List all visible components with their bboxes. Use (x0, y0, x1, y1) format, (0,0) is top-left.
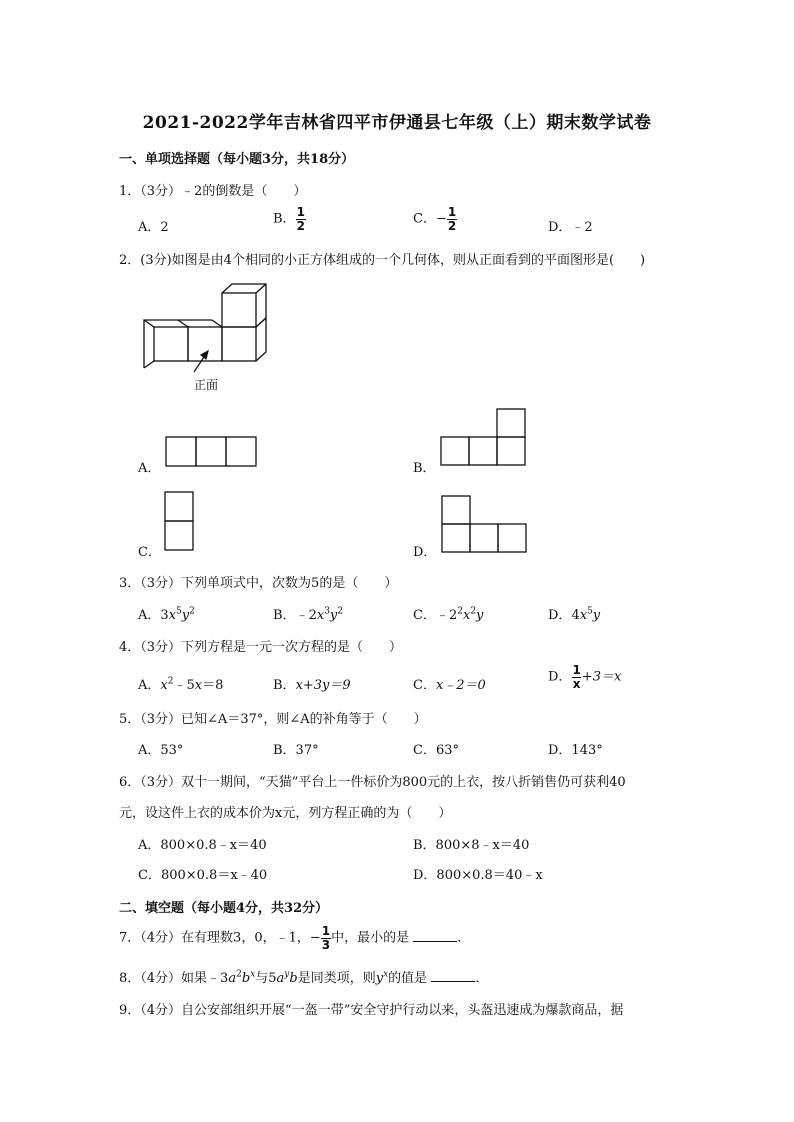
question-4-stem: 4．（3分）下列方程是一元一次方程的是（ ） (119, 640, 403, 655)
question-4-option-c: C．x﹣2＝0 (413, 678, 486, 693)
question-3-option-b: B．$﹣2x^3y^2$ (273, 606, 344, 623)
question-5-option-a: A．53° (138, 743, 184, 758)
section-heading-fill-blank: 二、填空题（每小题4分，共32分） (119, 901, 329, 916)
question-1-option-b: B． $\frac{1}{2}$ (273, 205, 305, 233)
question-1-option-c: C．− $\frac{1}{2}$ (413, 205, 457, 233)
section-heading-single-choice: 一、单项选择题（每小题3分，共18分） (119, 152, 355, 167)
question-1-stem: 1．（3分）﹣2的倒数是（ ） (119, 184, 307, 199)
question-9-stem: 9．（4分）自公安部组织开展“一盔一带”安全守护行动以来，头盔迅速成为爆款商品，据 (119, 1003, 624, 1018)
fraction: $\frac{1}{x}$ (572, 663, 581, 691)
question-2-option-c-label: C． (138, 545, 161, 560)
answer-blank (413, 929, 457, 942)
option-a-figure (165, 436, 257, 467)
question-6-option-a: A．800×0.8﹣x＝40 (138, 838, 267, 853)
question-1-option-d: D．﹣2 (548, 220, 593, 235)
question-5-stem: 5．（3分）已知∠A＝37°，则∠A的补角等于（ ） (119, 712, 427, 727)
front-view-label: 正面 (194, 378, 219, 392)
question-5-option-b: B．37° (273, 743, 319, 758)
question-8-stem: 8．（4分）如果$﹣3a^2b^x$与$5a^yb$是同类项，则$y^x$的值是 ． (119, 969, 489, 986)
question-3-option-d: D．$4x^5y$ (548, 606, 601, 623)
question-2-option-d-label: D． (413, 545, 437, 560)
question-2-option-a-label: A． (138, 461, 161, 476)
option-d-figure (441, 495, 527, 553)
answer-blank (431, 969, 475, 982)
fraction: $\frac{1}{3}$ (321, 924, 331, 952)
question-1-option-a: A．2 (138, 220, 169, 235)
question-6-option-c: C．800×0.8＝x﹣40 (138, 868, 268, 883)
question-3-option-a: A．$3x^5y^2$ (138, 606, 195, 623)
question-3-stem: 3．（3分）下列单项式中，次数为5的是（ ） (119, 576, 398, 591)
question-4-option-b: B．x+3y＝9 (273, 678, 351, 693)
question-2-stem: 2．(3分)如图是由4个相同的小正方体组成的一个几何体，则从正面看到的平面图形是( ) (119, 253, 646, 268)
question-4-option-d: D． $\frac{1}{x}$ +3＝x (548, 663, 622, 691)
question-5-option-c: C．63° (413, 743, 459, 758)
question-6-option-d: D．800×0.8＝40﹣x (413, 868, 543, 883)
question-6-option-b: B．800×8﹣x＝40 (413, 838, 530, 853)
option-b-figure (440, 408, 526, 466)
question-6-stem-line-2: 元，设这件上衣的成本价为x元，列方程正确的为（ ） (119, 806, 452, 821)
option-c-figure (164, 491, 194, 551)
question-6-stem-line-1: 6．（3分）双十一期间，“天猫”平台上一件标价为800元的上衣，按八折销售仍可获利40 (119, 775, 626, 790)
question-5-option-d: D．143° (548, 743, 603, 758)
question-4-option-a: A．$x^2﹣5x=8$ (138, 676, 224, 693)
fraction: $\frac{1}{2}$ (447, 205, 457, 233)
fraction: $\frac{1}{2}$ (296, 205, 305, 233)
question-3-option-c: C．$﹣2^2x^2y$ (413, 606, 484, 623)
question-7-stem: 7．（4分）在有理数3，0，﹣1，− $\frac{1}{3}$ 中，最小的是 ． (119, 924, 471, 952)
page-title: 2021-2022学年吉林省四平市伊通县七年级（上）期末数学试卷 (142, 113, 652, 133)
question-2-option-b-label: B． (413, 461, 436, 476)
